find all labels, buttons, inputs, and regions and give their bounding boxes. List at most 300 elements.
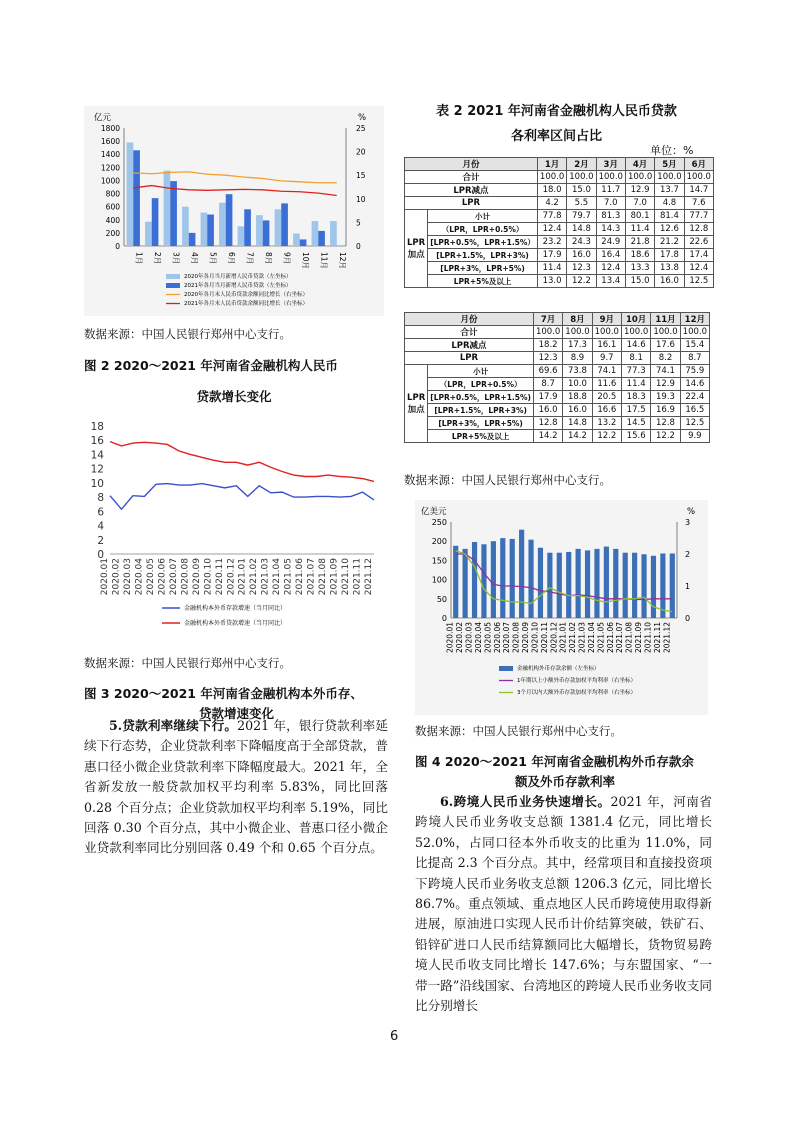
table-cell: 9.7 — [592, 352, 621, 365]
table-cell: 14.5 — [621, 417, 650, 430]
fig4-caption-line1: 图 4 2020～2021 年河南省金融机构外币存款余 — [415, 754, 694, 769]
table-row — [405, 275, 714, 288]
table-header-cell: 月份 — [405, 158, 538, 171]
table-cell: 17.6 — [651, 339, 680, 352]
table-row-label: （LPR，LPR+0.5%） — [428, 378, 534, 391]
fig3-ytick: 12 — [90, 463, 104, 476]
fig4-bar — [623, 553, 628, 618]
table-cell: 16.0 — [655, 275, 684, 288]
fig3-ytick: 14 — [90, 449, 104, 462]
fig4-xtick: 2021.02 — [568, 622, 578, 654]
fig4-bar — [632, 553, 637, 618]
table-cell: 16.9 — [651, 404, 680, 417]
fig4-caption-line2: 额及外币存款利率 — [514, 774, 615, 789]
table-cell: 4.8 — [655, 197, 684, 210]
fig2-ytick-right: 5 — [356, 218, 361, 228]
table-row — [405, 184, 714, 197]
table-cell: 10.0 — [563, 378, 592, 391]
fig3-xtick: 2020.08 — [180, 558, 191, 596]
fig3-xtick: 2021.03 — [260, 558, 271, 596]
fig2-bar — [170, 181, 177, 246]
fig4-bar — [566, 552, 571, 618]
table-cell: 22.4 — [680, 391, 709, 404]
fig3-xtick: 2020.02 — [111, 558, 122, 596]
section-5 — [84, 716, 388, 859]
fig2-ytick-right: 25 — [356, 124, 366, 133]
fig4-bar — [491, 541, 496, 618]
fig3-xtick: 2020.11 — [214, 558, 225, 596]
fig2-bar — [281, 203, 288, 246]
table-cell: 100.0 — [680, 326, 709, 339]
fig4-bar — [613, 549, 618, 618]
table2-unit: 单位：% — [650, 144, 694, 157]
table-cell: 13.7 — [655, 184, 684, 197]
fig4-bar — [481, 544, 486, 618]
fig4-xtick: 2020.12 — [549, 622, 559, 654]
table-cell: 17.9 — [537, 249, 566, 262]
table-cell: 17.8 — [655, 249, 684, 262]
table-cell: 100.0 — [563, 326, 592, 339]
fig4-line — [456, 551, 673, 612]
table-cell: 16.0 — [563, 404, 592, 417]
fig2-ytick-right: 0 — [356, 242, 361, 251]
figure-4 — [415, 500, 708, 715]
table-row — [405, 378, 710, 391]
fig2-ytick-left: 1400 — [100, 150, 120, 160]
table-row-label: [LPR+1.5%，LPR+3%) — [428, 404, 534, 417]
table-cell: 16.0 — [567, 249, 596, 262]
fig4-bar — [651, 556, 656, 618]
table-header-cell: 月份 — [405, 313, 534, 326]
table-cell: 12.5 — [684, 275, 713, 288]
table-header-cell: 10月 — [621, 313, 650, 326]
table-cell: 21.8 — [625, 236, 654, 249]
table-row-label: LPR减点 — [405, 184, 538, 197]
fig4-xtick: 2020.10 — [530, 622, 540, 654]
fig4-xtick: 2021.07 — [615, 622, 625, 654]
fig2-ytick-left: 800 — [105, 189, 120, 199]
table-cell: 7.0 — [596, 197, 625, 210]
page-number: 6 — [390, 1029, 399, 1044]
table-header-cell: 2月 — [567, 158, 596, 171]
fig3-xtick: 2020.05 — [145, 558, 156, 596]
fig3-xtick: 2021.12 — [364, 558, 374, 596]
fig4-bar — [453, 546, 458, 618]
table-cell: 100.0 — [625, 171, 654, 184]
fig4-xtick: 2021.09 — [634, 622, 644, 654]
section6-text: 2021 年，河南省跨境人民币业务收支总额 1381.4 亿元，同比增长 52.0%，占同口径本外币收支的比重为 11.0%，同比提高 2.3 个百分点。其中，经常项目和直接投资项下跨境人民币业务收支总额 1206.3 亿元，同比增长 86.7%。重点领域、重点地区人民币跨境使用取得新进展，原油进口实现人民币计价结算突破，铁矿石、铅锌矿进口人民币结算额同比大幅增长，货物贸易跨境人民币收支同比增长 147.6%；与东盟国家、“一带一路”沿线国家、台湾地区的跨境人民币业务收支同比分别增长 — [415, 794, 712, 1014]
fig4-caption — [415, 752, 715, 790]
fig3-xtick: 2021.02 — [249, 558, 260, 596]
fig4-ytick-right: 1 — [685, 582, 691, 591]
table-cell: 13.4 — [596, 275, 625, 288]
fig3-caption-line1: 图 3 2020～2021 年河南省金融机构本外币存、 — [84, 686, 363, 701]
table-cell: 12.4 — [537, 223, 566, 236]
fig2-xtick: 2月 — [152, 252, 162, 265]
table-cell: 13.3 — [625, 262, 654, 275]
table-cell: 13.2 — [592, 417, 621, 430]
table-cell: 17.9 — [533, 391, 562, 404]
fig2-bar — [152, 198, 159, 246]
table-cell: 14.2 — [563, 430, 592, 443]
table-cell: 100.0 — [655, 171, 684, 184]
fig2-bar — [164, 171, 171, 246]
fig2-xtick: 6月 — [226, 252, 236, 265]
table-row — [405, 417, 710, 430]
table-cell: 12.8 — [651, 417, 680, 430]
fig2-bar — [256, 215, 263, 246]
table-cell: 100.0 — [651, 326, 680, 339]
fig2-ylabel-left: 亿元 — [94, 113, 112, 123]
fig2-bar — [226, 194, 233, 246]
table-cell: 14.8 — [563, 417, 592, 430]
fig2-bar — [275, 209, 282, 246]
table-cell: 17.5 — [621, 404, 650, 417]
fig4-bar — [528, 540, 533, 618]
fig4-xtick: 2021.06 — [605, 622, 615, 654]
fig4-bar — [594, 549, 599, 618]
table-row-label: LPR+5%及以上 — [428, 275, 538, 288]
table-row — [405, 197, 714, 210]
fig4-bar — [538, 548, 543, 618]
fig2-bar — [312, 221, 319, 246]
table-cell: 12.3 — [533, 352, 562, 365]
fig4-xtick: 2020.07 — [502, 622, 512, 654]
table-cell: 18.8 — [563, 391, 592, 404]
fig2-ytick-right: 10 — [356, 194, 366, 204]
table-cell: 14.6 — [680, 378, 709, 391]
fig4-xtick: 2020.04 — [473, 622, 483, 654]
fig4-ytick-left: 200 — [431, 537, 447, 547]
table-row — [405, 223, 714, 236]
fig2-legend-label: 2020年各月末人民币贷款余额同比增长（右坐标） — [184, 292, 308, 298]
fig4-xtick: 2021.03 — [577, 622, 587, 654]
table-cell: 24.3 — [567, 236, 596, 249]
table-header-cell: 3月 — [596, 158, 625, 171]
fig4-bar — [519, 530, 524, 618]
table-row — [405, 339, 710, 352]
table-row — [405, 391, 710, 404]
table-cell: 12.9 — [651, 378, 680, 391]
table-row-label: [LPR+0.5%，LPR+1.5%) — [428, 391, 534, 404]
fig4-ylabel-left: 亿美元 — [421, 507, 447, 517]
table-cell: 12.5 — [680, 417, 709, 430]
table-group-label: LPR加点 — [405, 210, 428, 288]
table-cell: 18.6 — [625, 249, 654, 262]
fig4-bar — [463, 549, 468, 618]
table-cell: 14.8 — [567, 223, 596, 236]
fig3-xtick: 2021.05 — [283, 558, 294, 596]
table-cell: 12.8 — [533, 417, 562, 430]
fig2-caption-line1: 图 2 2020～2021 年河南省金融机构人民币 — [84, 358, 338, 373]
table-cell: 8.1 — [621, 352, 650, 365]
table-cell: 12.2 — [592, 430, 621, 443]
fig3-xtick: 2020.04 — [134, 558, 145, 596]
table-cell: 15.0 — [567, 184, 596, 197]
table-cell: 11.4 — [537, 262, 566, 275]
fig2-xtick: 7月 — [245, 252, 255, 265]
fig2-ytick-left: 600 — [105, 202, 120, 212]
table-cell: 23.2 — [537, 236, 566, 249]
table-cell: 100.0 — [592, 326, 621, 339]
table-cell: 14.7 — [684, 184, 713, 197]
fig2-legend-label: 2021年各月末人民币贷款余额同比增长（右坐标） — [184, 301, 308, 307]
fig2-chart — [84, 106, 384, 316]
fig3-xtick: 2020.09 — [191, 558, 202, 596]
fig3-chart — [84, 418, 389, 640]
table-row-label: [LPR+1.5%，LPR+3%) — [428, 249, 538, 262]
table-cell: 16.1 — [592, 339, 621, 352]
table-row-label: LPR — [405, 197, 538, 210]
fig3-ytick: 8 — [97, 492, 104, 505]
fig2-bar — [201, 213, 208, 246]
table-header-cell: 12月 — [680, 313, 709, 326]
fig2-xtick: 8月 — [263, 252, 273, 265]
table-row-label: （LPR，LPR+0.5%） — [428, 223, 538, 236]
fig3-ytick: 16 — [90, 435, 104, 448]
fig4-legend-label: 金融机构外币存款余额（左坐标） — [517, 666, 600, 672]
table-cell: 14.6 — [621, 339, 650, 352]
table-cell: 14.3 — [596, 223, 625, 236]
fig2-xtick: 3月 — [171, 252, 181, 265]
table-header-cell: 7月 — [533, 313, 562, 326]
table-cell: 4.2 — [537, 197, 566, 210]
fig4-ytick-right: 3 — [685, 518, 691, 527]
fig2-bar — [293, 234, 300, 246]
fig3-legend-label: 金融机构本外币贷款增速（当月同比） — [184, 620, 287, 627]
rate-table-h2 — [404, 312, 710, 443]
table-cell: 12.6 — [655, 223, 684, 236]
table-row — [405, 326, 710, 339]
table-header-cell: 4月 — [625, 158, 654, 171]
fig2-ytick-right: 20 — [356, 147, 366, 157]
table-cell: 16.0 — [533, 404, 562, 417]
fig2-xtick: 1月 — [134, 252, 144, 265]
section6-heading: 6.跨境人民币业务快速增长。 — [440, 794, 611, 809]
fig2-xtick: 9月 — [282, 252, 292, 265]
fig2-bar — [207, 215, 214, 246]
fig4-bar — [585, 550, 590, 618]
fig4-xtick: 2020.01 — [445, 622, 455, 654]
table-header-cell: 6月 — [684, 158, 713, 171]
table-cell: 73.8 — [563, 365, 592, 378]
table-cell: 79.7 — [567, 210, 596, 223]
table-cell: 12.2 — [651, 430, 680, 443]
fig2-legend-swatch — [166, 283, 180, 288]
section-6 — [415, 792, 712, 1016]
table-cell: 13.0 — [537, 275, 566, 288]
fig4-ylabel-right: % — [687, 507, 696, 517]
fig3-xtick: 2021.10 — [341, 558, 352, 596]
fig2-caption-line2: 贷款增长变化 — [196, 389, 272, 404]
table-header-cell: 1月 — [537, 158, 566, 171]
table-header-cell: 8月 — [563, 313, 592, 326]
fig4-bar — [604, 547, 609, 618]
fig4-xtick: 2021.11 — [652, 622, 662, 654]
fig4-xtick: 2020.11 — [539, 622, 549, 654]
table-cell: 12.8 — [684, 223, 713, 236]
fig2-source: 数据来源：中国人民银行郑州中心支行。 — [84, 327, 291, 341]
fig2-ytick-left: 0 — [115, 242, 120, 251]
fig2-xtick: 10月 — [300, 252, 310, 270]
fig4-xtick: 2021.12 — [662, 622, 672, 654]
table-row — [405, 171, 714, 184]
table-row — [405, 365, 710, 378]
table-cell: 12.9 — [625, 184, 654, 197]
table-row-label: LPR+5%及以上 — [428, 430, 534, 443]
figure-2 — [84, 106, 384, 316]
table-cell: 8.7 — [533, 378, 562, 391]
table-cell: 18.3 — [621, 391, 650, 404]
table-row-label: 小计 — [428, 210, 538, 223]
fig2-bar — [219, 203, 226, 246]
fig2-bar — [238, 226, 245, 246]
fig2-xtick: 12月 — [337, 252, 347, 270]
table-row — [405, 262, 714, 275]
table-cell: 15.0 — [625, 275, 654, 288]
fig2-bar — [127, 142, 134, 246]
table-row-label: [LPR+3%，LPR+5%) — [428, 262, 538, 275]
fig3-source: 数据来源：中国人民银行郑州中心支行。 — [84, 656, 291, 670]
table-cell: 100.0 — [621, 326, 650, 339]
table-cell: 18.2 — [533, 339, 562, 352]
fig4-ytick-left: 100 — [431, 575, 447, 585]
fig4-bar — [641, 554, 646, 618]
table-cell: 5.5 — [567, 197, 596, 210]
fig3-xtick: 2021.08 — [318, 558, 329, 596]
table-row-label: 合计 — [405, 171, 538, 184]
table-cell: 11.4 — [625, 223, 654, 236]
fig4-xtick: 2021.05 — [596, 622, 606, 654]
fig3-ytick: 6 — [97, 506, 104, 519]
table-row — [405, 236, 714, 249]
fig3-ytick: 0 — [97, 549, 104, 561]
fig3-ytick: 4 — [97, 520, 104, 533]
table-row — [405, 430, 710, 443]
table-cell: 17.3 — [563, 339, 592, 352]
fig4-ytick-right: 2 — [685, 550, 691, 559]
fig2-bar — [300, 239, 307, 246]
fig4-bar — [500, 538, 505, 618]
table-group-label: LPR加点 — [405, 365, 428, 443]
table-row-label: 合计 — [405, 326, 534, 339]
table-row — [405, 352, 710, 365]
table-source: 数据来源：中国人民银行郑州中心支行。 — [404, 473, 611, 487]
table-row — [405, 158, 714, 171]
table-cell: 19.3 — [651, 391, 680, 404]
table-cell: 100.0 — [537, 171, 566, 184]
table-header-cell: 9月 — [592, 313, 621, 326]
table-cell: 13.8 — [655, 262, 684, 275]
fig2-legend-label: 2020年各月当月新增人民币贷款（左坐标） — [184, 274, 292, 280]
table-row-label: 小计 — [428, 365, 534, 378]
fig2-bar — [189, 233, 196, 246]
table-cell: 12.4 — [596, 262, 625, 275]
table-cell: 7.6 — [684, 197, 713, 210]
table-cell: 8.7 — [680, 352, 709, 365]
table-cell: 21.2 — [655, 236, 684, 249]
rate-table-h1 — [404, 157, 714, 288]
table-cell: 7.0 — [625, 197, 654, 210]
fig3-xtick: 2020.07 — [168, 558, 179, 596]
fig3-xtick: 2020.12 — [226, 558, 237, 596]
table-cell: 74.1 — [651, 365, 680, 378]
fig2-xtick: 5月 — [208, 252, 218, 265]
table-cell: 12.2 — [567, 275, 596, 288]
fig3-xtick: 2021.07 — [306, 558, 317, 596]
table-row-label: LPR减点 — [405, 339, 534, 352]
table-cell: 77.3 — [621, 365, 650, 378]
table-cell: 81.4 — [655, 210, 684, 223]
fig3-xtick: 2021.11 — [352, 558, 363, 596]
table-cell: 80.1 — [625, 210, 654, 223]
fig2-bar — [244, 209, 251, 246]
table-header-cell: 11月 — [651, 313, 680, 326]
fig3-xtick: 2020.01 — [100, 558, 110, 596]
fig4-xtick: 2020.09 — [521, 622, 531, 654]
section5-text: 2021 年，银行贷款利率延续下行态势，企业贷款利率下降幅度高于全部贷款，普惠口径小微企业贷款利率下降幅度最大。2021 年，全省新发放一般贷款加权平均利率 5.83%，同比回落 0.28 个百分点；企业贷款加权平均利率 5.19%，同比回落 0.30 个百分点，其中小微企业、普惠口径小微企业贷款利率同比分别回落 0.49 个和 0.65 个百分点。 — [84, 718, 388, 856]
fig3-xtick: 2020.06 — [157, 558, 168, 596]
fig2-bar — [318, 231, 325, 246]
fig2-ytick-left: 400 — [105, 215, 120, 225]
fig2-xtick: 11月 — [319, 252, 329, 270]
table-cell: 8.9 — [563, 352, 592, 365]
table-cell: 17.4 — [684, 249, 713, 262]
fig2-caption — [84, 356, 384, 405]
table-row — [405, 210, 714, 223]
fig4-bar — [670, 553, 675, 618]
table-cell: 18.0 — [537, 184, 566, 197]
table-cell: 100.0 — [596, 171, 625, 184]
section5-heading: 5.贷款利率继续下行。 — [109, 718, 238, 733]
fig3-xtick: 2020.10 — [203, 558, 214, 596]
fig3-xtick: 2021.06 — [295, 558, 306, 596]
fig4-xtick: 2021.08 — [624, 622, 634, 654]
table-cell: 14.2 — [533, 430, 562, 443]
table-cell: 12.4 — [684, 262, 713, 275]
fig2-bar — [330, 221, 337, 246]
fig2-legend-label: 2021年各月当月新增人民币贷款（左坐标） — [184, 283, 292, 289]
fig3-ytick: 2 — [97, 534, 104, 547]
fig2-bar — [145, 222, 152, 246]
table-cell: 69.6 — [533, 365, 562, 378]
fig4-source: 数据来源：中国人民银行郑州中心支行。 — [415, 724, 622, 738]
fig4-bar — [472, 542, 477, 618]
fig3-ytick: 18 — [90, 421, 104, 433]
table2-title-line1: 表 2 2021 年河南省金融机构人民币贷款 — [436, 104, 677, 119]
fig2-bar — [182, 207, 189, 246]
fig3-line — [110, 442, 374, 482]
fig2-ylabel-right: % — [358, 113, 367, 123]
table-cell: 16.4 — [596, 249, 625, 262]
fig4-bar — [576, 549, 581, 618]
fig4-ytick-right: 0 — [685, 614, 691, 623]
table-cell: 77.8 — [537, 210, 566, 223]
table-cell: 20.5 — [592, 391, 621, 404]
fig3-xtick: 2021.04 — [272, 558, 283, 596]
table-cell: 11.7 — [596, 184, 625, 197]
table-cell: 74.1 — [592, 365, 621, 378]
table-cell: 77.7 — [684, 210, 713, 223]
table-row-label: [LPR+3%，LPR+5%) — [428, 417, 534, 430]
fig2-ytick-left: 1200 — [100, 163, 120, 173]
fig4-chart — [415, 500, 708, 715]
fig3-legend-label: 金融机构本外币存款增速（当月同比） — [184, 605, 287, 612]
fig2-ytick-right: 15 — [356, 171, 366, 181]
table-row-label: LPR — [405, 352, 534, 365]
fig4-xtick: 2021.01 — [558, 622, 568, 654]
table2-title-line2: 各利率区间占比 — [510, 129, 602, 144]
